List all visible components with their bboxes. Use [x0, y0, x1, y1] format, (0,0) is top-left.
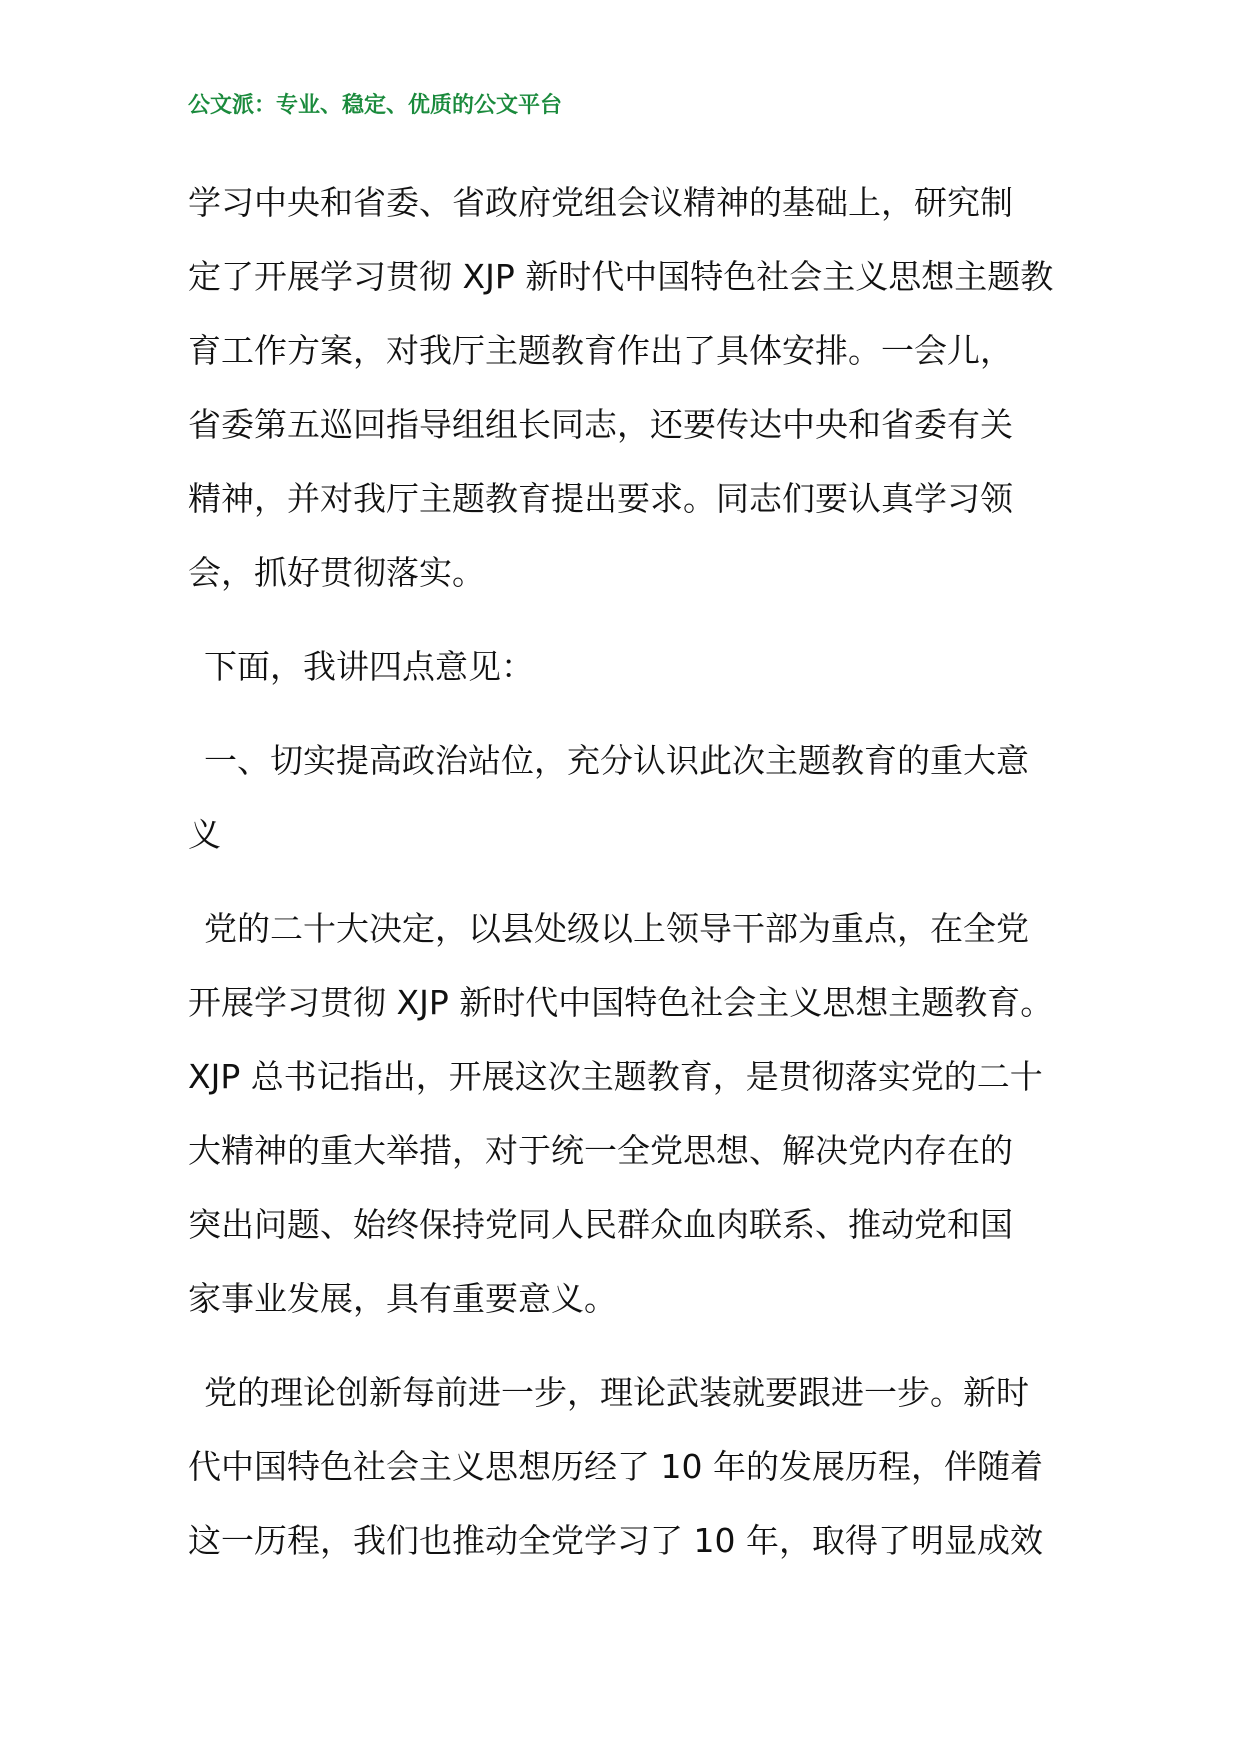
- text-line: 下面，我讲四点意见：: [204, 647, 534, 686]
- text-line: 这一历程，我们也推动全党学习了 10 年，取得了明显成效: [188, 1521, 1043, 1560]
- text-line: 突出问题、始终保持党同人民群众血肉联系、推动党和国: [188, 1205, 1013, 1244]
- text-line: 定了开展学习贯彻 XJP 新时代中国特色社会主义思想主题教: [188, 257, 1054, 296]
- header-banner: 公文派：专业、稳定、优质的公文平台: [188, 93, 563, 118]
- text-line: 育工作方案，对我厅主题教育作出了具体安排。一会儿，: [188, 331, 1013, 370]
- paragraph: [188, 892, 1068, 1336]
- text-line: 开展学习贯彻 XJP 新时代中国特色社会主义思想主题教育。: [188, 983, 1054, 1022]
- text-line: 义: [188, 815, 221, 854]
- paragraph: [188, 630, 1068, 704]
- document-body: [188, 166, 1068, 1578]
- text-line: 会，抓好贯彻落实。: [188, 553, 485, 592]
- text-line: 党的理论创新每前进一步，理论武装就要跟进一步。新时: [204, 1373, 1029, 1412]
- text-line: 省委第五巡回指导组组长同志，还要传达中央和省委有关: [188, 405, 1013, 444]
- section-heading: [188, 724, 1068, 872]
- text-line: 一、切实提高政治站位，充分认识此次主题教育的重大意: [204, 741, 1029, 780]
- text-line: 学习中央和省委、省政府党组会议精神的基础上，研究制: [188, 183, 1013, 222]
- paragraph: [188, 166, 1068, 610]
- text-line: 精神，并对我厅主题教育提出要求。同志们要认真学习领: [188, 479, 1013, 518]
- paragraph: [188, 1356, 1068, 1578]
- text-line: 代中国特色社会主义思想历经了 10 年的发展历程，伴随着: [188, 1447, 1043, 1486]
- text-line: XJP 总书记指出，开展这次主题教育，是贯彻落实党的二十: [188, 1057, 1043, 1096]
- text-line: 家事业发展，具有重要意义。: [188, 1279, 617, 1318]
- text-line: 党的二十大决定，以县处级以上领导干部为重点，在全党: [204, 909, 1029, 948]
- text-line: 大精神的重大举措，对于统一全党思想、解决党内存在的: [188, 1131, 1013, 1170]
